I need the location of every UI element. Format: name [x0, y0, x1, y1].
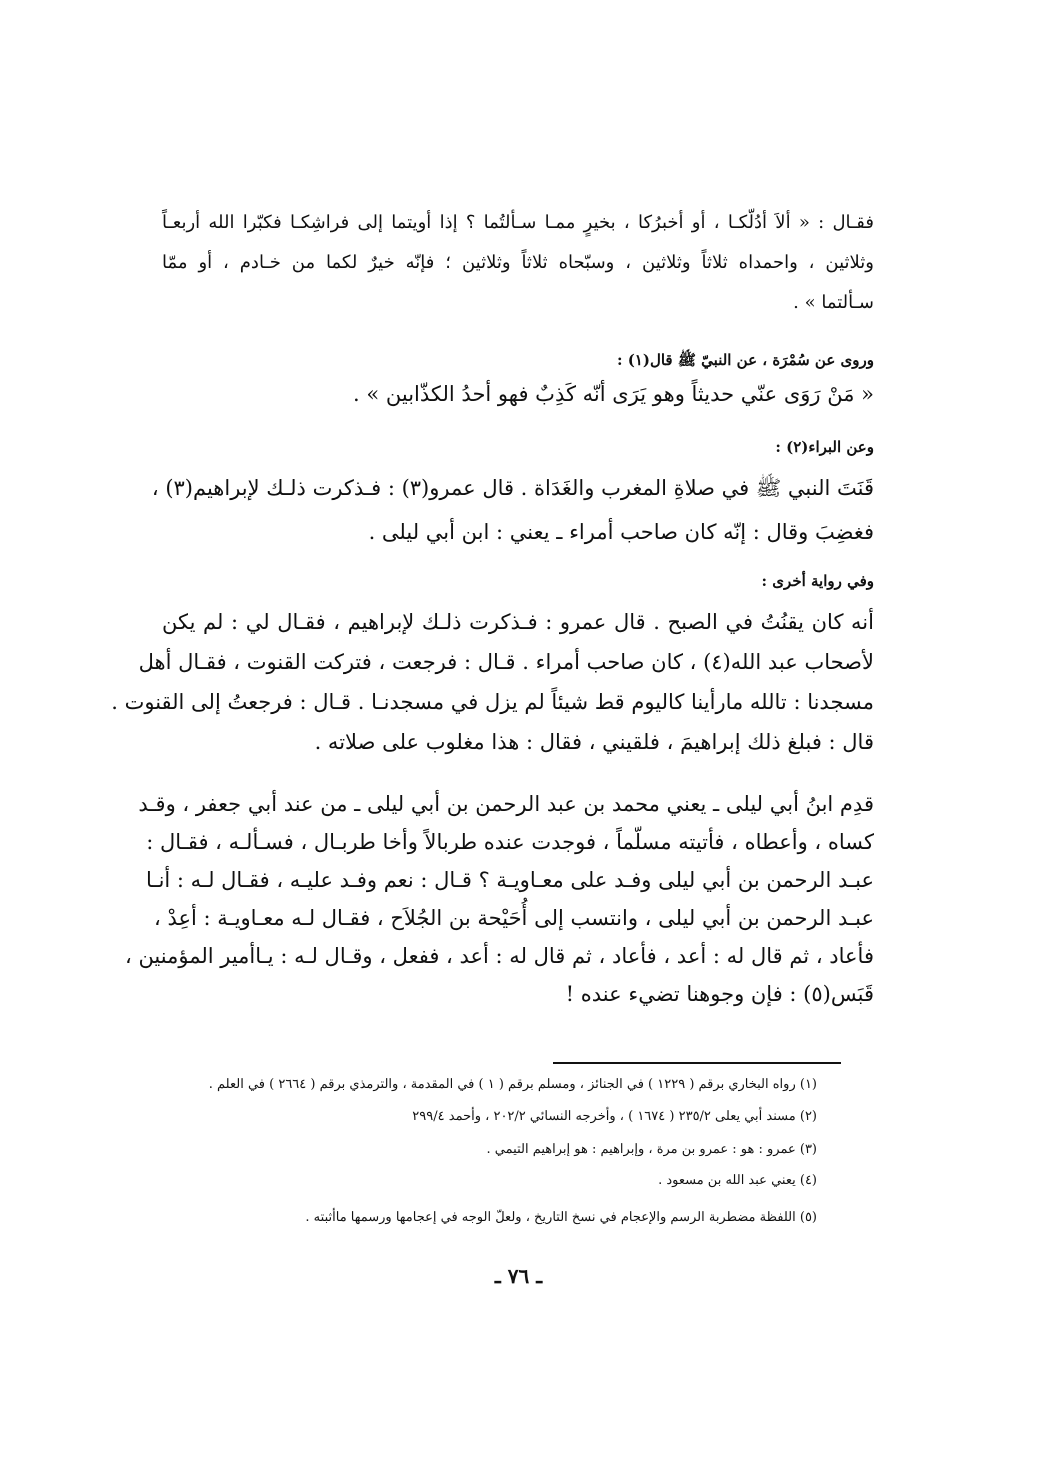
text-line: عبـد الرحمن بن أبي ليلى ، وانتسب إلى أُحَيْحة بن الجُلاَح ، فقـال لـه معـاويـة : أعِدْ ،: [154, 906, 874, 930]
text-line: « مَنْ رَوَى عنّي حديثاً وهو يَرَى أنّه كَذِبٌ فهو أحدُ الكذّابين » .: [353, 382, 874, 406]
footnote-1: (١) رواه البخاري برقم ( ١٢٢٩ ) في الجنائز ، ومسلم برقم ( ١ ) في المقدمة ، والترمذي برقم ( ٢٦٦٤ ) في العلم .: [208, 1077, 817, 1092]
heading-text: وفي رواية أخرى :: [761, 572, 874, 590]
footnote-5: (٥) اللفظة مضطربة الرسم والإعجام في نسخ التاريخ ، ولعلّ الوجه في إعجامها ورسمها ماأثبته .: [305, 1210, 817, 1225]
text-line: قَنَتَ النبي ﷺ في صلاةِ المغرب والغَدَاة . قال عمرو(٣) : فـذكرت ذلـك لإبراهيم(٣) ،: [151, 476, 874, 500]
paragraph-1: [162, 203, 874, 323]
hadith-quote-2: [151, 466, 874, 554]
footnote-divider: [553, 1062, 841, 1064]
text-line: وثلاثين ، واحمداه ثلاثاً وثلاثين ، وسبّحاه ثلاثاً وثلاثين ؛ فإنّه خيرٌ لكما من خـادم ، أو ممّا: [162, 252, 874, 273]
text-line: قَبَس(٥) : فإن وجوهنا تضيء عنده !: [565, 982, 874, 1006]
text-line: عبـد الرحمن بن أبي ليلى وفـد على معـاويـة ؟ قـال : نعم وفـد عليـه ، فقـال لـه : أنـا: [146, 868, 874, 892]
heading-samura: [162, 345, 874, 375]
footnote-4: (٤) يعني عبد الله بن مسعود .: [658, 1173, 817, 1188]
footnote-3: (٣) عمرو : هو : عمرو بن مرة ، وإبراهيم : هو إبراهيم التيمي .: [486, 1142, 817, 1157]
text-line: فأعاد ، ثم قال له : أعد ، فأعاد ، ثم قال له : أعد ، ففعل ، وقـال لـه : يـاأمير المؤمنين ،: [124, 944, 874, 968]
paragraph-3: [111, 602, 874, 762]
text-line: فقـال : « ألاَ أدُلّكـا ، أو أخبرُكا ، بخيرٍ ممـا سـألتُما ؟ إذا أويتما إلى فراشِكـا فكبّرا الله أربعـاً: [162, 212, 874, 233]
text-line: سـألتما » .: [793, 292, 874, 313]
heading-baraa: [162, 432, 874, 462]
text-line: لأصحاب عبد الله(٤) ، كان صاحب أمراء . قـال : فرجعت ، فتركت القنوت ، فقـال أهل: [138, 650, 874, 674]
heading-text: وروى عن سُمْرَة ، عن النبيّ ﷺ قال(١) :: [616, 351, 874, 369]
footnote-2: (٢) مسند أبي يعلى ٢٣٥/٢ ( ١٦٧٤ ) ، وأخرجه النسائي ٢٠٢/٢ ، وأحمد ٢٩٩/٤: [412, 1109, 817, 1124]
text-line: قدِم ابنُ أبي ليلى ـ يعني محمد بن عبد الرحمن بن أبي ليلى ـ من عند أبي جعفر ، وقـد: [138, 792, 874, 816]
text-line: فغضِبَ وقال : إنّه كان صاحب أمراء ـ يعني : ابن أبي ليلى .: [368, 520, 874, 544]
text-line: مسجدنا : تالله مارأينا كاليوم قط شيئاً لم يزل في مسجدنـا . قـال : فرجعتُ إلى القنوت .: [111, 690, 874, 714]
text-line: أنه كان يقنُتُ في الصبح . قال عمرو : فـذكرت ذلـك لإبراهيم ، فقـال لي : لم يكن: [162, 610, 874, 634]
text-line: كساه ، وأعطاه ، فأتيته مسلّماً ، فوجدت عنده طربالاً وأخا طربـال ، فسـألـه ، فقـال :: [146, 830, 874, 854]
page-number: ـ ٧٦ ـ: [494, 1264, 543, 1288]
paragraph-4: [124, 785, 874, 1013]
heading-other-narration: [162, 566, 874, 596]
text-line: قال : فبلغ ذلك إبراهيمَ ، فلقيني ، فقال : هذا مغلوب على صلاته .: [314, 730, 874, 754]
heading-text: وعن البراء(٢) :: [775, 438, 874, 456]
hadith-quote-1: [162, 378, 874, 410]
